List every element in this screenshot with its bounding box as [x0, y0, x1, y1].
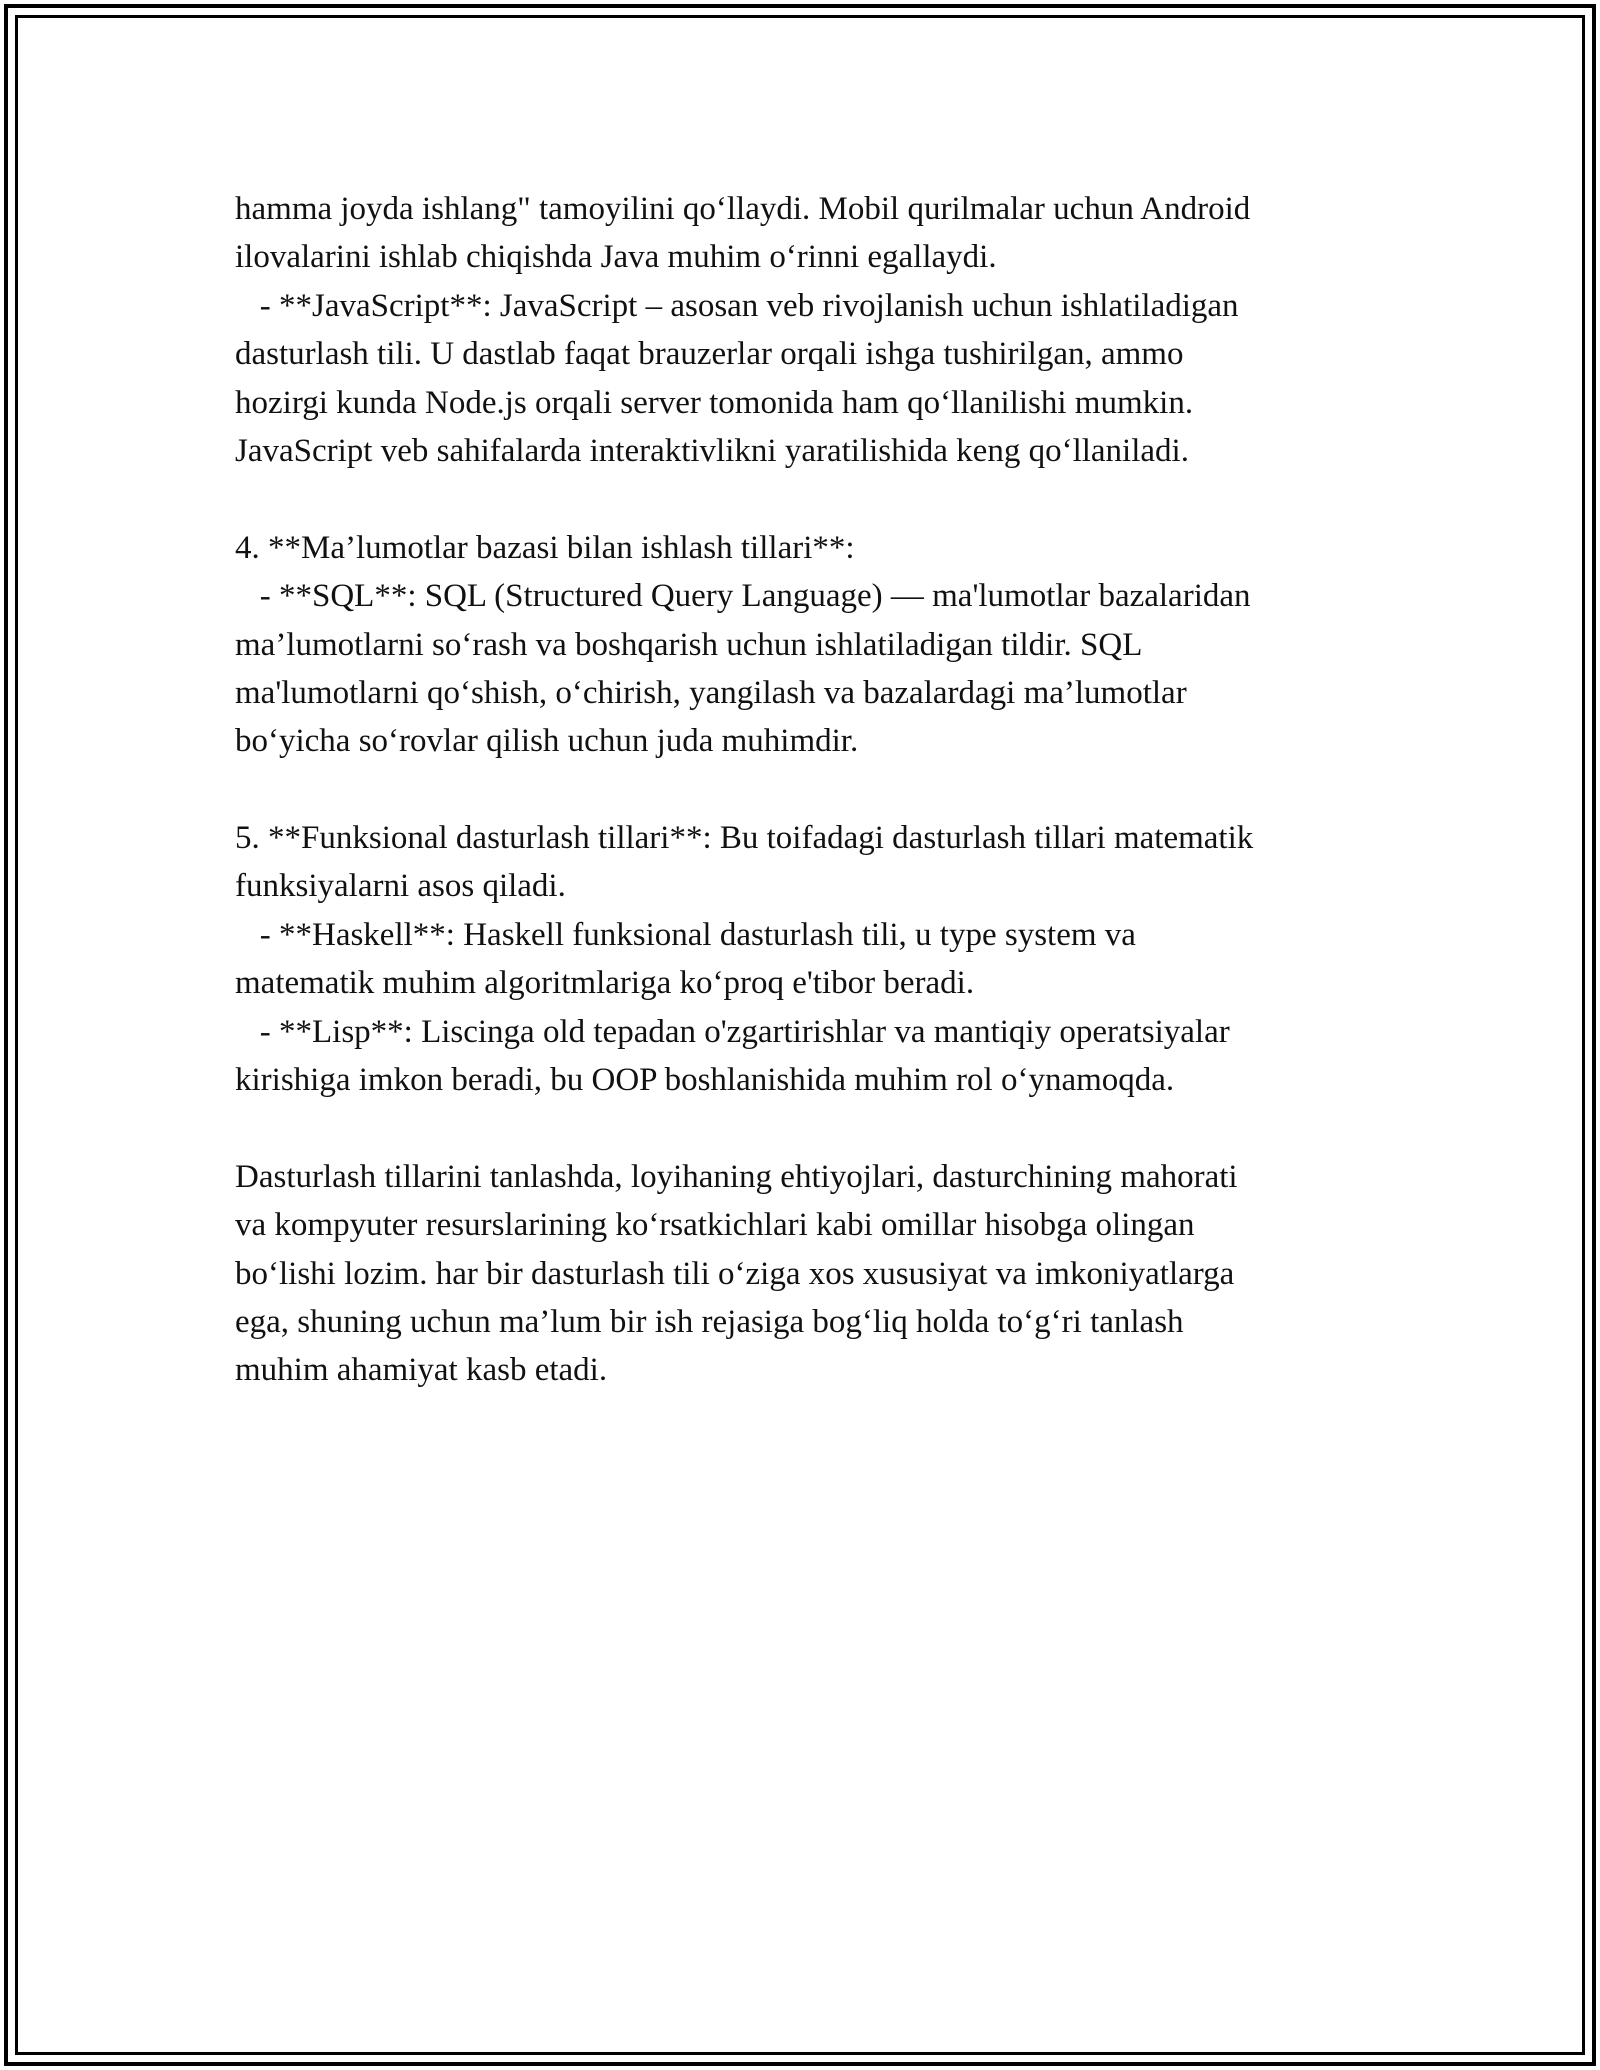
text-line: dasturlash tili. U dastlab faqat brauzerlar orqali ishga tushirilgan, ammo: [235, 336, 1184, 373]
text-line: va kompyuter resurslarining ko‘rsatkichlari kabi omillar hisobga olingan: [235, 1207, 1195, 1244]
text-line: - **Lisp**: Liscinga old tepadan o'zgartirishlar va mantiqiy operatsiyalar: [235, 1013, 1230, 1050]
text-line: kirishiga imkon beradi, bu OOP boshlanishida muhim rol o‘ynamoqda.: [235, 1062, 1175, 1099]
text-line: JavaScript veb sahifalarda interaktivlikni yaratilishida keng qo‘llaniladi.: [235, 432, 1189, 469]
text-line: ma'lumotlarni qo‘shish, o‘chirish, yangilash va bazalardagi ma’lumotlar: [235, 674, 1187, 711]
document-body: [235, 185, 1385, 1395]
text-line: bo‘lishi lozim. har bir dasturlash tili o‘ziga xos xususiyat va imkoniyatlarga: [235, 1255, 1235, 1292]
text-line: hamma joyda ishlang" tamoyilini qo‘llaydi. Mobil qurilmalar uchun Android: [235, 191, 1251, 227]
paragraph-conclusion: [235, 1153, 1385, 1395]
text-line: ilovalarini ishlab chiqishda Java muhim o‘rinni egallaydi.: [235, 239, 997, 276]
text-line: 5. **Funksional dasturlash tillari**: Bu toifadagi dasturlash tillari matematik: [235, 820, 1254, 857]
text-line: 4. **Ma’lumotlar bazasi bilan ishlash tillari**:: [235, 529, 855, 566]
text-line: - **JavaScript**: JavaScript – asosan veb rivojlanish uchun ishlatiladigan: [235, 287, 1239, 324]
paragraph-functional-languages: [235, 814, 1385, 1104]
paragraph-spacer: [235, 1104, 1385, 1152]
text-line: ma’lumotlarni so‘rash va boshqarish uchun ishlatiladigan tildir. SQL: [235, 626, 1143, 663]
paragraph-spacer: [235, 475, 1385, 523]
text-line: hozirgi kunda Node.js orqali server tomonida ham qo‘llanilishi mumkin.: [235, 384, 1194, 421]
paragraph-spacer: [235, 766, 1385, 814]
text-line: matematik muhim algoritmlariga ko‘proq e'tibor beradi.: [235, 965, 975, 1002]
text-line: ega, shuning uchun ma’lum bir ish rejasiga bog‘liq holda to‘g‘ri tanlash: [235, 1303, 1184, 1340]
paragraph-database-languages: [235, 524, 1385, 766]
text-line: bo‘yicha so‘rovlar qilish uchun juda muhimdir.: [235, 723, 859, 760]
text-line: funksiyalarni asos qiladi.: [235, 868, 566, 905]
text-line: Dasturlash tillarini tanlashda, loyihaning ehtiyojlari, dasturchining mahorati: [235, 1158, 1238, 1195]
text-line: - **SQL**: SQL (Structured Query Language) — ma'lumotlar bazalaridan: [235, 578, 1251, 615]
text-line: - **Haskell**: Haskell funksional dasturlash tili, u type system va: [235, 916, 1136, 953]
paragraph-java-javascript: [235, 185, 1385, 475]
text-line: muhim ahamiyat kasb etadi.: [235, 1352, 608, 1389]
